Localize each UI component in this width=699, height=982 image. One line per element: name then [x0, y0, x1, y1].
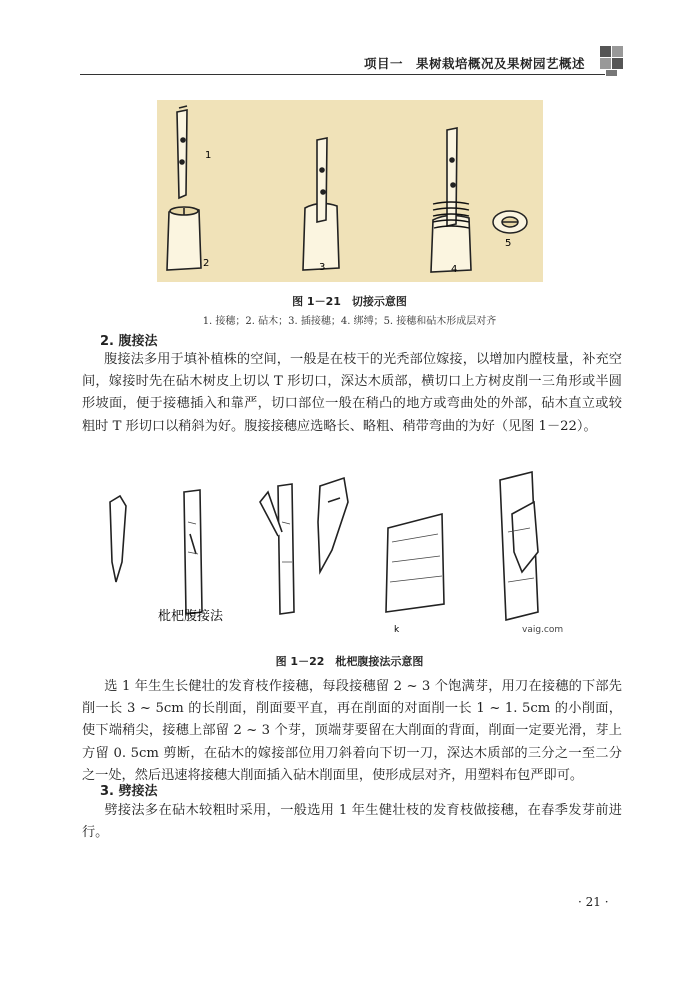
figure2-inner-label: 枇杷腹接法 — [158, 609, 224, 624]
section2-heading: 2. 腹接法 — [100, 334, 158, 349]
section2-paragraph — [82, 349, 622, 438]
figure1-label-5: 5 — [505, 238, 512, 249]
figure-cleft-graft-illustration — [157, 100, 543, 282]
section2-paragraph-text: 腹接法多用于填补植株的空间，一般是在枝干的光秃部位嫁接，以增加内膛枝量，补充空间，嫁接时先在砧木树皮上切以 T 形切口，深达木质部，横切口上方树皮削一三角形或半圆形坡面，便于接穗插入和靠严，切口部位一般在稍凸的地方或弯曲处的外部，砧木直立或较粗时 T 形切口以稍斜为好。腹接接穗应选略长、略粗、稍带弯曲的为好（见图 1－22）。 — [82, 352, 622, 434]
figure2-watermark: vaig.com — [522, 625, 564, 635]
figure2-watermark-k: k — [394, 625, 400, 635]
figure1-label-4: 4 — [451, 264, 458, 275]
figure2-caption — [0, 653, 699, 669]
section3-paragraph-text: 劈接法多在砧木较粗时采用，一般选用 1 年生健壮枝的发育枝做接穗，在春季发芽前进行。 — [82, 803, 622, 841]
figure2-caption-title: 枇杷腹接法示意图 — [335, 655, 424, 668]
figure-loquat-bud-graft-illustration — [82, 462, 606, 640]
running-header — [80, 50, 605, 75]
figure1-caption-num: 图 1－21 — [292, 295, 341, 308]
figure1-caption-notes: 1. 接穗；2. 砧木；3. 插接穗；4. 绑缚；5. 接穗和砧木形成层对齐 — [202, 316, 497, 327]
section3-heading: 3. 劈接法 — [100, 784, 158, 799]
section3-paragraph — [82, 800, 622, 844]
figure2-caption-num: 图 1－22 — [275, 655, 325, 668]
figure1-label-2: 2 — [203, 258, 210, 269]
figure1-caption-title: 切接示意图 — [351, 295, 407, 308]
figure1-label-1: 1 — [205, 150, 212, 161]
figure1-caption — [0, 293, 699, 309]
paragraph3-text: 选 1 年生生长健壮的发育枝作接穗，每段接穗留 2 ~ 3 个饱满芽，用刀在接穗的下部先削一长 3 ~ 5cm 的长削面，削面要平直，再在削面的对面削一长 1 ~ 1. 5cm 的小削面，使下端稍尖，接穗上部留 2 ~ 3 个芽，顶端芽要留在大削面的背面，削面一定要光滑，芽上方留 0. 5cm 剪断，在砧木的嫁接部位用刀斜着向下切一刀，深达木质部的三分之一至二分之一处，然后迅速将接穗大削面插入砧木削面里，使形成层对齐，用塑料布包严即可。 — [82, 679, 622, 783]
paragraph3 — [82, 676, 622, 787]
figure1-label-3: 3 — [319, 262, 326, 273]
page-number: · 21 · — [578, 895, 609, 909]
header-title: 项目一 果树栽培概况及果树园艺概述 — [363, 56, 585, 71]
corner-block-logo-icon — [600, 46, 624, 76]
